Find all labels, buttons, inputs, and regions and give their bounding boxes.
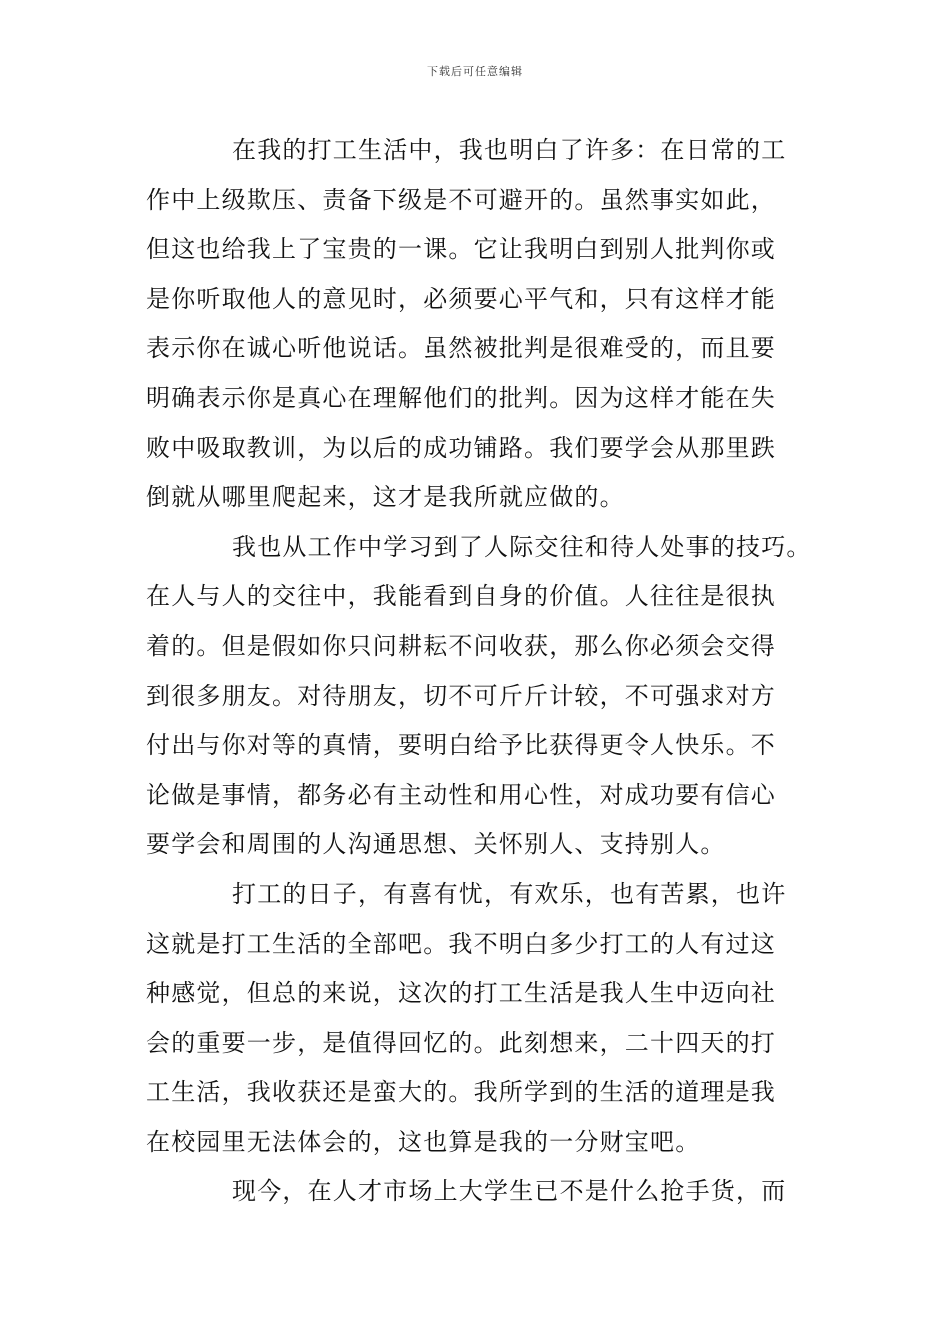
- text-line: 倒就从哪里爬起来，这才是我所就应做的。: [146, 483, 625, 512]
- text-line: 要学会和周围的人沟通思想、关怀别人、支持别人。: [146, 830, 726, 859]
- text-line: 种感觉，但总的来说，这次的打工生活是我人生中迈向社: [146, 979, 776, 1008]
- text-line: 论做是事情，都务必有主动性和用心性，对成功要有信心: [146, 780, 776, 809]
- text-line: 作中上级欺压、责备下级是不可避开的。虽然事实如此，: [146, 185, 776, 214]
- header-note: 下载后可任意编辑: [427, 65, 523, 78]
- text-line: 我也从工作中学习到了人际交往和待人处事的技巧。: [232, 532, 812, 561]
- text-line: 明确表示你是真心在理解他们的批判。因为这样才能在失: [146, 383, 776, 412]
- text-line: 付出与你对等的真情，要明白给予比获得更令人快乐。不: [146, 731, 776, 760]
- paragraph-3: [146, 870, 810, 1168]
- text-line: 着的。但是假如你只问耕耘不问收获，那么你必须会交得: [146, 631, 776, 660]
- text-line: 这就是打工生活的全部吧。我不明白多少打工的人有过这: [146, 929, 776, 958]
- text-line: 工生活，我收获还是蛮大的。我所学到的生活的道理是我: [146, 1078, 776, 1107]
- text-line: 表示你在诚心听他说话。虽然被批判是很难受的，而且要: [146, 334, 776, 363]
- text-line: 但这也给我上了宝贵的一课。它让我明白到别人批判你或: [146, 235, 776, 264]
- text-line: 现今，在人才市场上大学生已不是什么抢手货，而: [232, 1177, 787, 1206]
- text-line: 在校园里无法体会的，这也算是我的一分财宝吧。: [146, 1127, 701, 1156]
- document-body: [146, 126, 810, 1217]
- text-line: 败中吸取教训，为以后的成功铺路。我们要学会从那里跌: [146, 433, 776, 462]
- text-line: 在我的打工生活中，我也明白了许多：在日常的工: [232, 136, 787, 164]
- text-line: 是你听取他人的意见时，必须要心平气和，只有这样才能: [146, 284, 776, 313]
- paragraph-4: [146, 1167, 810, 1217]
- text-line: 会的重要一步，是值得回忆的。此刻想来，二十四天的打: [146, 1028, 776, 1057]
- paragraph-2: [146, 523, 810, 870]
- text-line: 到很多朋友。对待朋友，切不可斤斤计较，不可强求对方: [146, 681, 776, 710]
- text-line: 打工的日子，有喜有忧，有欢乐，也有苦累，也许: [232, 879, 787, 908]
- text-line: 在人与人的交往中，我能看到自身的价值。人往往是很执: [146, 582, 776, 611]
- paragraph-1: [146, 126, 810, 523]
